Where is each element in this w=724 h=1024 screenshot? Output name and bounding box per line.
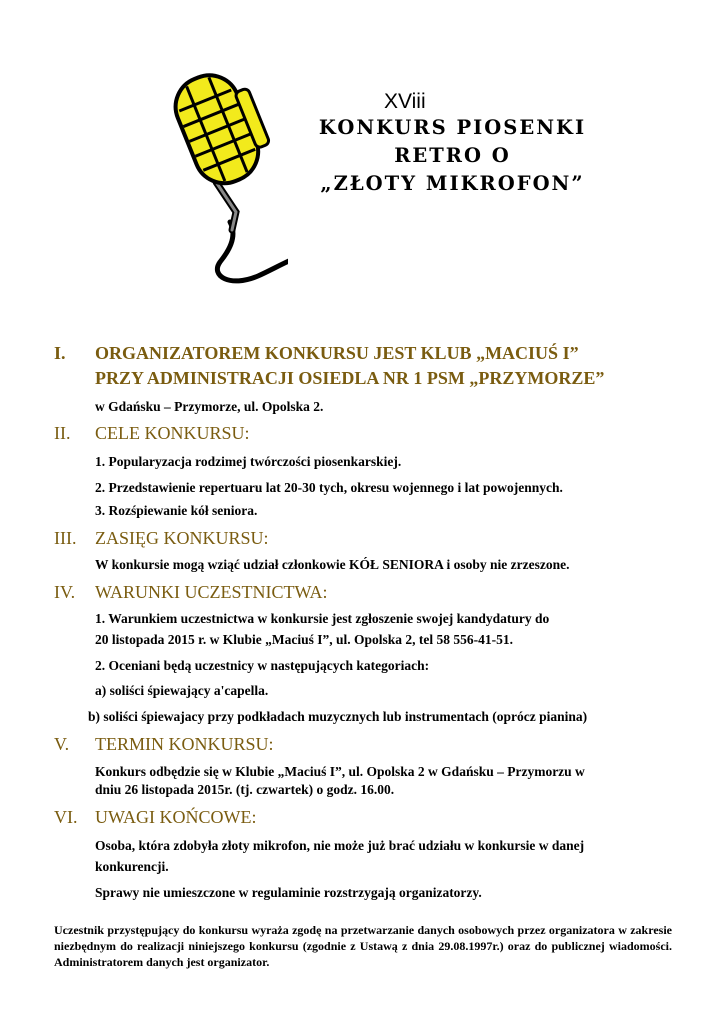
section-4-text: 20 listopada 2015 r. w Klubie „Maciuś I”, ul. Opolska 2, tel 58 556-41-51.	[95, 632, 514, 647]
section-4-text: 1. Warunkiem uczestnictwa w konkursie jest zgłoszenie swojej kandydatury do	[95, 611, 550, 626]
data-consent-footer: Uczestnik przystępujący do konkursu wyraża zgodę na przetwarzanie danych osobowych przez organizatora w zakresie niezbędnym do realizacji niniejszego konkursu (zgodnie z Ustawą z dnia 29.08.1997r.) oraz do publicznej wiadomości. Administratorem danych jest organizator.	[54, 923, 672, 969]
section-number: VI.	[54, 807, 78, 827]
section-3-text: W konkursie mogą wziąć udział członkowie KÓŁ SENIORA i osoby nie zrzeszone.	[95, 557, 570, 572]
section-title: ZASIĘG KONKURSU:	[95, 528, 269, 548]
section-6-text: Osoba, która zdobyła złoty mikrofon, nie może już brać udziału w konkursie w danej	[95, 838, 585, 853]
section-title: WARUNKI UCZESTNICTWA:	[95, 582, 328, 602]
section-4-text: a) soliści śpiewający a'capella.	[95, 683, 269, 698]
section-2-item: 2. Przedstawienie repertuaru lat 20-30 tych, okresu wojennego i lat powojennych.	[95, 480, 563, 495]
microphone-icon	[158, 62, 288, 292]
edition-label: XViii	[384, 90, 426, 113]
section-6-text: Sprawy nie umieszczone w regulaminie rozstrzygają organizatorzy.	[95, 885, 482, 900]
section-title-line: ORGANIZATOREM KONKURSU JEST KLUB „MACIUŚ I”	[95, 343, 579, 363]
section-6-text: konkurencji.	[95, 859, 169, 874]
section-4-text: 2. Oceniani będą uczestnicy w następujących kategoriach:	[95, 658, 430, 673]
title-line: RETRO O	[394, 144, 511, 167]
section-5-text: dniu 26 listopada 2015r. (tj. czwartek) o godz. 16.00.	[95, 782, 395, 797]
section-title-line: PRZY ADMINISTRACJI OSIEDLA NR 1 PSM „PRZYMORZE”	[95, 368, 605, 388]
section-2-item: 1. Popularyzacja rodzimej twórczości piosenkarskiej.	[95, 454, 402, 469]
contest-title	[310, 114, 595, 198]
section-number: II.	[54, 423, 71, 443]
section-number: IV.	[54, 582, 76, 602]
section-1-text: w Gdańsku – Przymorze, ul. Opolska 2.	[95, 399, 324, 414]
section-title: TERMIN KONKURSU:	[95, 734, 274, 754]
title-line: „ZŁOTY MIKROFON”	[320, 172, 585, 195]
section-2-item: 3. Rozśpiewanie kół seniora.	[95, 503, 258, 518]
title-line: KONKURS PIOSENKI	[318, 116, 587, 139]
section-title: CELE KONKURSU:	[95, 423, 250, 443]
section-number: I.	[54, 343, 66, 363]
section-number: III.	[54, 528, 77, 548]
section-number: V.	[54, 734, 70, 754]
section-4-text: b) soliści śpiewajacy przy podkładach muzycznych lub instrumentach (oprócz pianina)	[88, 709, 588, 724]
section-title: UWAGI KOŃCOWE:	[95, 807, 257, 827]
section-5-text: Konkurs odbędzie się w Klubie „Maciuś I”, ul. Opolska 2 w Gdańsku – Przymorzu w	[95, 764, 585, 779]
